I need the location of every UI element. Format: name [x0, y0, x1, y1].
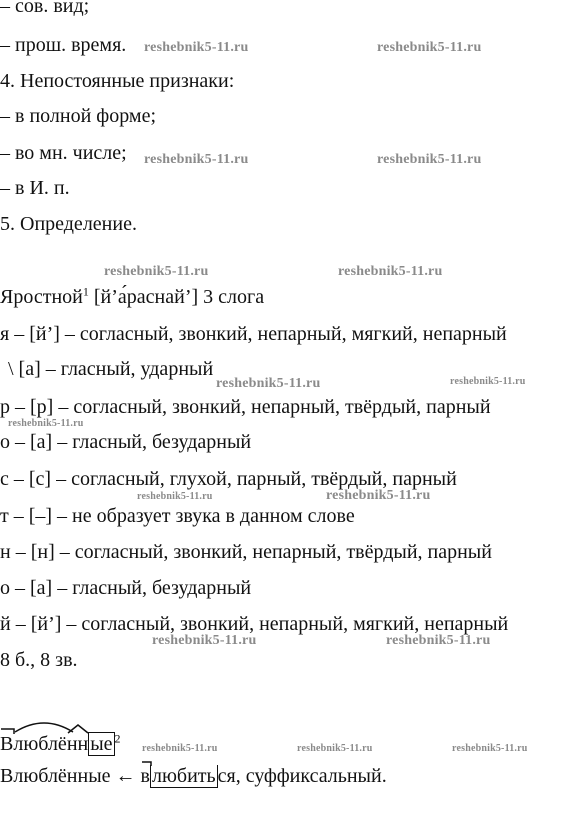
- formation-method: , суффиксальный.: [235, 765, 387, 787]
- watermark: reshebnik5-11.ru: [450, 376, 526, 387]
- phonetic-row: о – [а] – гласный, безударный: [0, 431, 252, 453]
- text-line: – прош. время.: [0, 34, 127, 56]
- prefix-mark-icon: [141, 761, 153, 767]
- transcription: [й’а́раснай’] 3 слога: [93, 286, 265, 308]
- phonetic-row: с – [с] – согласный, глухой, парный, твёрдый, парный: [0, 468, 457, 490]
- text-line: 4. Непостоянные признаки:: [0, 70, 235, 92]
- phonetic-word: Яростной: [0, 286, 83, 308]
- suffix-segment: нн: [67, 732, 88, 756]
- watermark: reshebnik5-11.ru: [386, 633, 491, 648]
- text-line: – в полной форме;: [0, 105, 157, 127]
- source-base: любить: [151, 765, 216, 787]
- watermark: reshebnik5-11.ru: [338, 264, 443, 279]
- source-postfix: ся: [217, 765, 236, 787]
- phonetic-row: н – [н] – согласный, звонкий, непарный, твёрдый, парный: [0, 541, 492, 563]
- watermark: reshebnik5-11.ru: [377, 40, 482, 55]
- watermark: reshebnik5-11.ru: [8, 418, 84, 429]
- suffix-mark-icon: [67, 724, 89, 734]
- root-segment: люблё: [13, 732, 66, 756]
- watermark: reshebnik5-11.ru: [377, 152, 482, 167]
- source-prefix: в: [141, 764, 150, 788]
- arrow-icon: ←: [115, 765, 136, 787]
- phonetic-heading: [0, 285, 264, 309]
- phonetic-row: \ [а] – гласный, ударный: [8, 358, 214, 380]
- footnote-marker: 1: [82, 284, 89, 299]
- watermark: reshebnik5-11.ru: [137, 491, 213, 502]
- text-line: – сов. вид;: [0, 0, 90, 17]
- prefix-segment: В: [0, 732, 13, 756]
- watermark: reshebnik5-11.ru: [297, 743, 373, 754]
- text-line: – в И. п.: [0, 177, 70, 199]
- watermark: reshebnik5-11.ru: [216, 376, 321, 391]
- phonetic-row: т – [–] – не образует звука в данном слове: [0, 505, 355, 527]
- ending-segment: ые: [90, 733, 113, 755]
- watermark: reshebnik5-11.ru: [144, 152, 249, 167]
- watermark: reshebnik5-11.ru: [104, 264, 209, 279]
- phonetic-row: й – [й’] – согласный, звонкий, непарный, мягкий, непарный: [0, 613, 509, 635]
- footnote-marker: 2: [114, 731, 121, 746]
- text-line: – во мн. числе;: [0, 142, 127, 164]
- phonetic-row: я – [й’] – согласный, звонкий, непарный, мягкий, непарный: [0, 323, 507, 345]
- watermark: reshebnik5-11.ru: [144, 40, 249, 55]
- phonetic-summary: 8 б., 8 зв.: [0, 649, 78, 671]
- phonetic-row: р – [р] – согласный, звонкий, непарный, твёрдый, парный: [0, 396, 491, 418]
- watermark: reshebnik5-11.ru: [326, 488, 431, 503]
- morpheme-breakdown: [0, 732, 121, 756]
- watermark: reshebnik5-11.ru: [452, 743, 528, 754]
- phonetic-row: о – [а] – гласный, безударный: [0, 577, 252, 599]
- derived-word: Влюблённые: [0, 765, 111, 787]
- derivation-line: [0, 764, 387, 788]
- watermark: reshebnik5-11.ru: [152, 633, 257, 648]
- watermark: reshebnik5-11.ru: [142, 743, 218, 754]
- text-line: 5. Определение.: [0, 213, 137, 235]
